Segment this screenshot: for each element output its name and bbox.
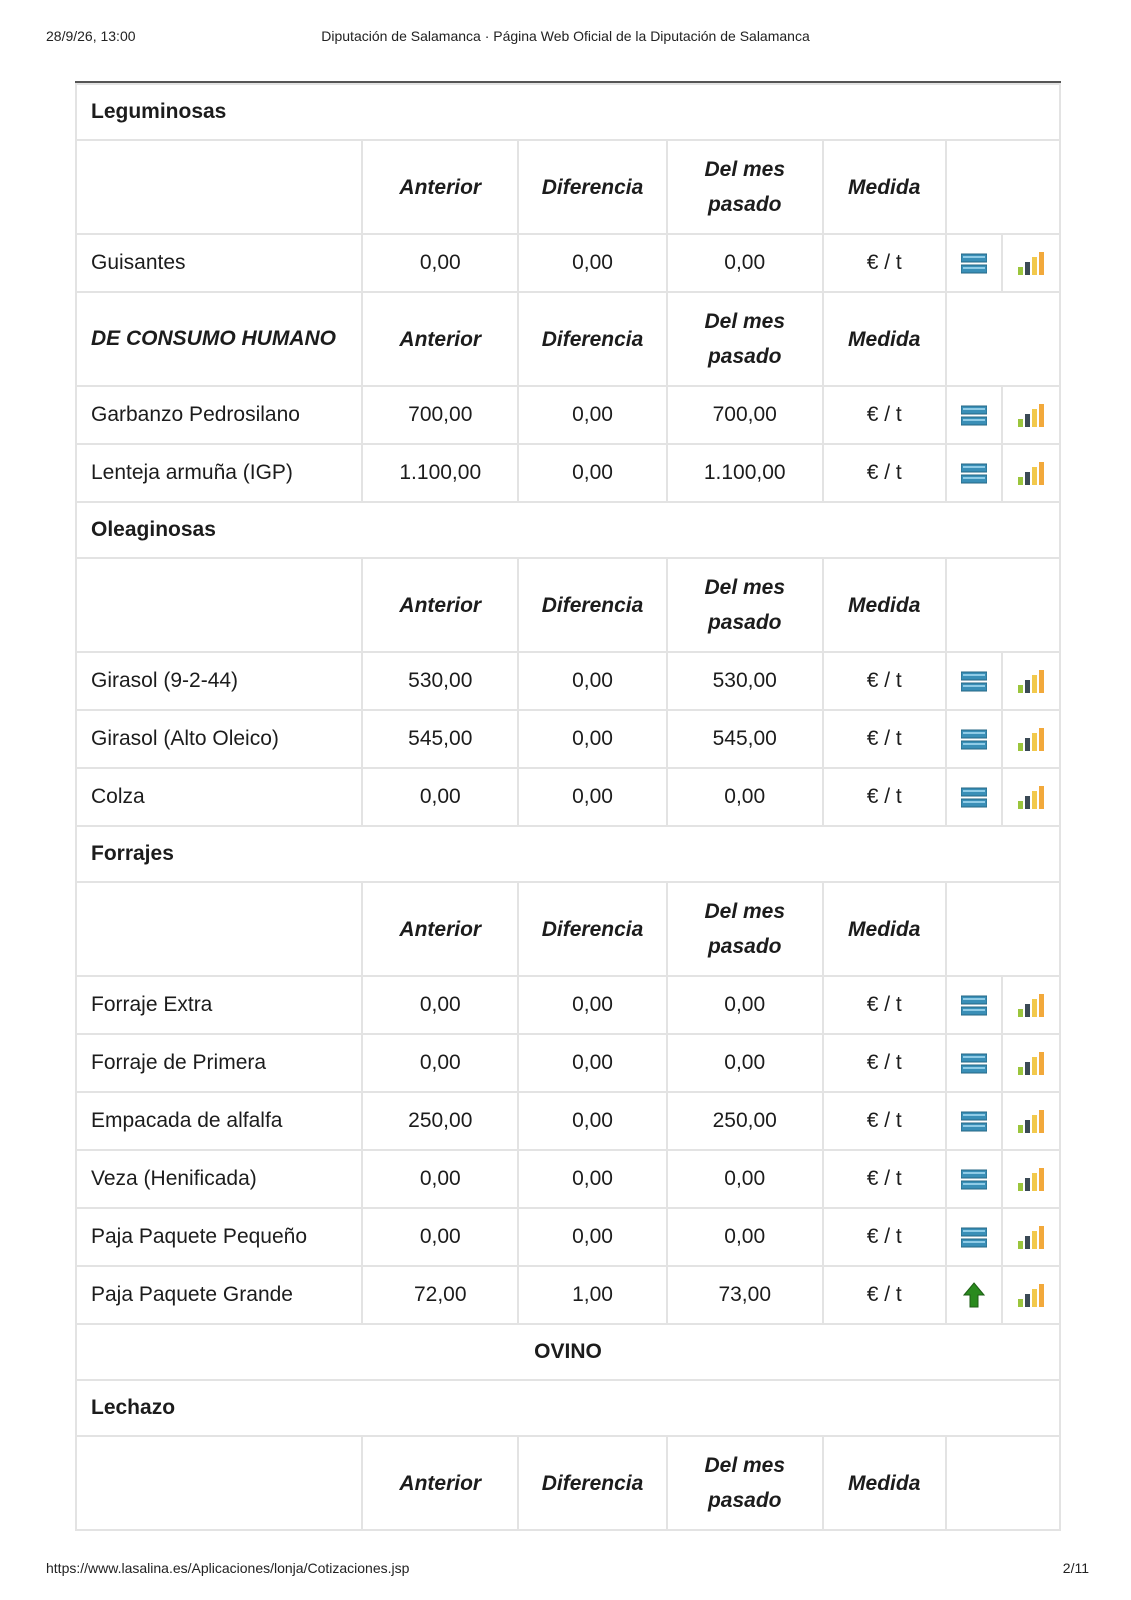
equal-icon <box>961 995 987 1016</box>
chart-link-cell[interactable] <box>1002 1266 1060 1324</box>
print-url: https://www.lasalina.es/Aplicaciones/lonja/Cotizaciones.jsp <box>46 1560 410 1576</box>
chart-link-cell[interactable] <box>1002 1034 1060 1092</box>
equal-icon <box>961 1053 987 1074</box>
section-title-oleaginosas: Oleaginosas <box>76 502 1060 558</box>
chart-link-cell[interactable] <box>1002 652 1060 710</box>
price-del-mes-pasado: 530,00 <box>667 652 823 710</box>
price-del-mes-pasado: 73,00 <box>667 1266 823 1324</box>
price-del-mes-pasado: 700,00 <box>667 386 823 444</box>
section-row-ovino <box>76 1324 1060 1380</box>
bar-chart-icon <box>1017 669 1045 693</box>
trend-cell <box>946 1092 1002 1150</box>
header-medida: Medida <box>823 882 946 976</box>
header-icons-blank <box>946 1436 1060 1530</box>
unit-medida: € / t <box>823 652 946 710</box>
trend-cell <box>946 976 1002 1034</box>
unit-medida: € / t <box>823 710 946 768</box>
chart-link-cell[interactable] <box>1002 976 1060 1034</box>
column-header-row <box>76 558 1060 652</box>
section-title-forrajes: Forrajes <box>76 826 1060 882</box>
product-name: Colza <box>76 768 362 826</box>
price-diferencia: 0,00 <box>518 1208 666 1266</box>
section-row-lechazo <box>76 1380 1060 1436</box>
header-diferencia: Diferencia <box>518 1436 666 1530</box>
trend-cell <box>946 710 1002 768</box>
chart-link-cell[interactable] <box>1002 444 1060 502</box>
header-pasado: pasado <box>707 193 782 216</box>
price-del-mes-pasado: 0,00 <box>667 1208 823 1266</box>
header-pasado: pasado <box>707 1489 782 1512</box>
table-row <box>76 710 1060 768</box>
column-header-row <box>76 882 1060 976</box>
unit-medida: € / t <box>823 1208 946 1266</box>
price-anterior: 0,00 <box>362 1150 518 1208</box>
header-anterior: Anterior <box>362 292 518 386</box>
bar-chart-icon <box>1017 785 1045 809</box>
price-anterior: 1.100,00 <box>362 444 518 502</box>
bar-chart-icon <box>1017 1283 1045 1307</box>
section-title-lechazo: Lechazo <box>76 1380 1060 1436</box>
header-del-mes-pasado <box>667 558 823 652</box>
chart-link-cell[interactable] <box>1002 710 1060 768</box>
subsection-title-consumo-humano: DE CONSUMO HUMANO <box>76 292 362 386</box>
header-medida: Medida <box>823 1436 946 1530</box>
header-icons-blank <box>946 882 1060 976</box>
price-anterior: 0,00 <box>362 234 518 292</box>
header-icons-blank <box>946 558 1060 652</box>
price-diferencia: 0,00 <box>518 386 666 444</box>
print-header <box>0 28 1131 48</box>
header-pasado: pasado <box>707 611 782 634</box>
header-diferencia: Diferencia <box>518 292 666 386</box>
print-datetime: 28/9/26, 13:00 <box>46 28 136 44</box>
column-header-row <box>76 292 1060 386</box>
chart-link-cell[interactable] <box>1002 234 1060 292</box>
equal-icon <box>961 671 987 692</box>
equal-icon <box>961 1169 987 1190</box>
section-row-forrajes <box>76 826 1060 882</box>
trend-cell <box>946 1034 1002 1092</box>
product-name: Lenteja armuña (IGP) <box>76 444 362 502</box>
bar-chart-icon <box>1017 403 1045 427</box>
product-name: Veza (Henificada) <box>76 1150 362 1208</box>
table-row <box>76 652 1060 710</box>
trend-cell <box>946 234 1002 292</box>
chart-link-cell[interactable] <box>1002 1208 1060 1266</box>
header-pasado: pasado <box>707 935 782 958</box>
header-del-mes: Del mes <box>704 158 786 181</box>
header-medida: Medida <box>823 292 946 386</box>
header-del-mes: Del mes <box>704 1454 786 1477</box>
price-diferencia: 0,00 <box>518 1092 666 1150</box>
price-anterior: 0,00 <box>362 1034 518 1092</box>
equal-icon <box>961 729 987 750</box>
price-anterior: 72,00 <box>362 1266 518 1324</box>
bar-chart-icon <box>1017 1167 1045 1191</box>
product-name: Garbanzo Pedrosilano <box>76 386 362 444</box>
unit-medida: € / t <box>823 1266 946 1324</box>
table-row <box>76 386 1060 444</box>
bar-chart-icon <box>1017 251 1045 275</box>
unit-medida: € / t <box>823 1150 946 1208</box>
product-name: Guisantes <box>76 234 362 292</box>
table-row <box>76 1092 1060 1150</box>
chart-link-cell[interactable] <box>1002 1092 1060 1150</box>
print-title: Diputación de Salamanca · Página Web Oficial de la Diputación de Salamanca <box>321 28 810 44</box>
section-row-leguminosas <box>76 84 1060 140</box>
unit-medida: € / t <box>823 976 946 1034</box>
trend-cell <box>946 444 1002 502</box>
up-arrow-icon <box>963 1282 985 1308</box>
print-footer <box>0 1560 1131 1580</box>
column-header-row <box>76 140 1060 234</box>
product-name: Forraje de Primera <box>76 1034 362 1092</box>
equal-icon <box>961 1227 987 1248</box>
table-row <box>76 976 1060 1034</box>
product-name: Girasol (9-2-44) <box>76 652 362 710</box>
header-del-mes-pasado <box>667 1436 823 1530</box>
table-row <box>76 1150 1060 1208</box>
header-diferencia: Diferencia <box>518 558 666 652</box>
section-title-leguminosas: Leguminosas <box>76 84 1060 140</box>
table-row <box>76 444 1060 502</box>
table-row <box>76 1208 1060 1266</box>
table-row <box>76 234 1060 292</box>
bar-chart-icon <box>1017 993 1045 1017</box>
trend-cell <box>946 1150 1002 1208</box>
trend-cell <box>946 768 1002 826</box>
bar-chart-icon <box>1017 461 1045 485</box>
header-diferencia: Diferencia <box>518 140 666 234</box>
price-diferencia: 0,00 <box>518 234 666 292</box>
trend-cell <box>946 386 1002 444</box>
price-anterior: 530,00 <box>362 652 518 710</box>
price-diferencia: 0,00 <box>518 1034 666 1092</box>
header-pasado: pasado <box>707 345 782 368</box>
chart-link-cell[interactable] <box>1002 386 1060 444</box>
header-del-mes: Del mes <box>704 576 786 599</box>
header-diferencia: Diferencia <box>518 882 666 976</box>
print-page-number: 2/11 <box>1062 1560 1089 1576</box>
price-del-mes-pasado: 0,00 <box>667 234 823 292</box>
bar-chart-icon <box>1017 1225 1045 1249</box>
header-blank <box>76 882 362 976</box>
price-del-mes-pasado: 0,00 <box>667 1034 823 1092</box>
section-row-oleaginosas <box>76 502 1060 558</box>
header-blank <box>76 558 362 652</box>
header-anterior: Anterior <box>362 1436 518 1530</box>
price-anterior: 250,00 <box>362 1092 518 1150</box>
chart-link-cell[interactable] <box>1002 1150 1060 1208</box>
price-del-mes-pasado: 1.100,00 <box>667 444 823 502</box>
header-del-mes-pasado <box>667 882 823 976</box>
product-name: Paja Paquete Grande <box>76 1266 362 1324</box>
price-anterior: 700,00 <box>362 386 518 444</box>
trend-cell <box>946 1208 1002 1266</box>
header-anterior: Anterior <box>362 882 518 976</box>
product-name: Paja Paquete Pequeño <box>76 1208 362 1266</box>
bar-chart-icon <box>1017 727 1045 751</box>
price-diferencia: 0,00 <box>518 768 666 826</box>
header-anterior: Anterior <box>362 140 518 234</box>
header-del-mes-pasado <box>667 140 823 234</box>
price-diferencia: 0,00 <box>518 444 666 502</box>
trend-cell <box>946 1266 1002 1324</box>
table-row <box>76 1266 1060 1324</box>
price-diferencia: 0,00 <box>518 1150 666 1208</box>
price-anterior: 0,00 <box>362 976 518 1034</box>
unit-medida: € / t <box>823 768 946 826</box>
header-medida: Medida <box>823 558 946 652</box>
equal-icon <box>961 405 987 426</box>
table-row <box>76 768 1060 826</box>
price-anterior: 0,00 <box>362 768 518 826</box>
header-blank <box>76 140 362 234</box>
bar-chart-icon <box>1017 1109 1045 1133</box>
bar-chart-icon <box>1017 1051 1045 1075</box>
product-name: Empacada de alfalfa <box>76 1092 362 1150</box>
price-del-mes-pasado: 0,00 <box>667 768 823 826</box>
quotes-table <box>75 83 1061 1531</box>
equal-icon <box>961 253 987 274</box>
price-diferencia: 0,00 <box>518 976 666 1034</box>
equal-icon <box>961 463 987 484</box>
quotes-table-body <box>76 84 1060 1530</box>
price-diferencia: 0,00 <box>518 652 666 710</box>
header-del-mes-pasado <box>667 292 823 386</box>
price-diferencia: 1,00 <box>518 1266 666 1324</box>
price-del-mes-pasado: 0,00 <box>667 1150 823 1208</box>
column-header-row <box>76 1436 1060 1530</box>
unit-medida: € / t <box>823 444 946 502</box>
header-blank <box>76 1436 362 1530</box>
price-del-mes-pasado: 545,00 <box>667 710 823 768</box>
table-row <box>76 1034 1060 1092</box>
product-name: Girasol (Alto Oleico) <box>76 710 362 768</box>
trend-cell <box>946 652 1002 710</box>
header-icons-blank <box>946 140 1060 234</box>
price-anterior: 0,00 <box>362 1208 518 1266</box>
quotes-table-wrapper <box>75 81 1061 1532</box>
product-name: Forraje Extra <box>76 976 362 1034</box>
unit-medida: € / t <box>823 386 946 444</box>
header-icons-blank <box>946 292 1060 386</box>
price-del-mes-pasado: 250,00 <box>667 1092 823 1150</box>
unit-medida: € / t <box>823 234 946 292</box>
header-del-mes: Del mes <box>704 900 786 923</box>
equal-icon <box>961 787 987 808</box>
header-anterior: Anterior <box>362 558 518 652</box>
unit-medida: € / t <box>823 1092 946 1150</box>
header-medida: Medida <box>823 140 946 234</box>
header-del-mes: Del mes <box>704 310 786 333</box>
price-del-mes-pasado: 0,00 <box>667 976 823 1034</box>
equal-icon <box>961 1111 987 1132</box>
unit-medida: € / t <box>823 1034 946 1092</box>
section-title-ovino: OVINO <box>76 1324 1060 1380</box>
price-diferencia: 0,00 <box>518 710 666 768</box>
chart-link-cell[interactable] <box>1002 768 1060 826</box>
price-anterior: 545,00 <box>362 710 518 768</box>
